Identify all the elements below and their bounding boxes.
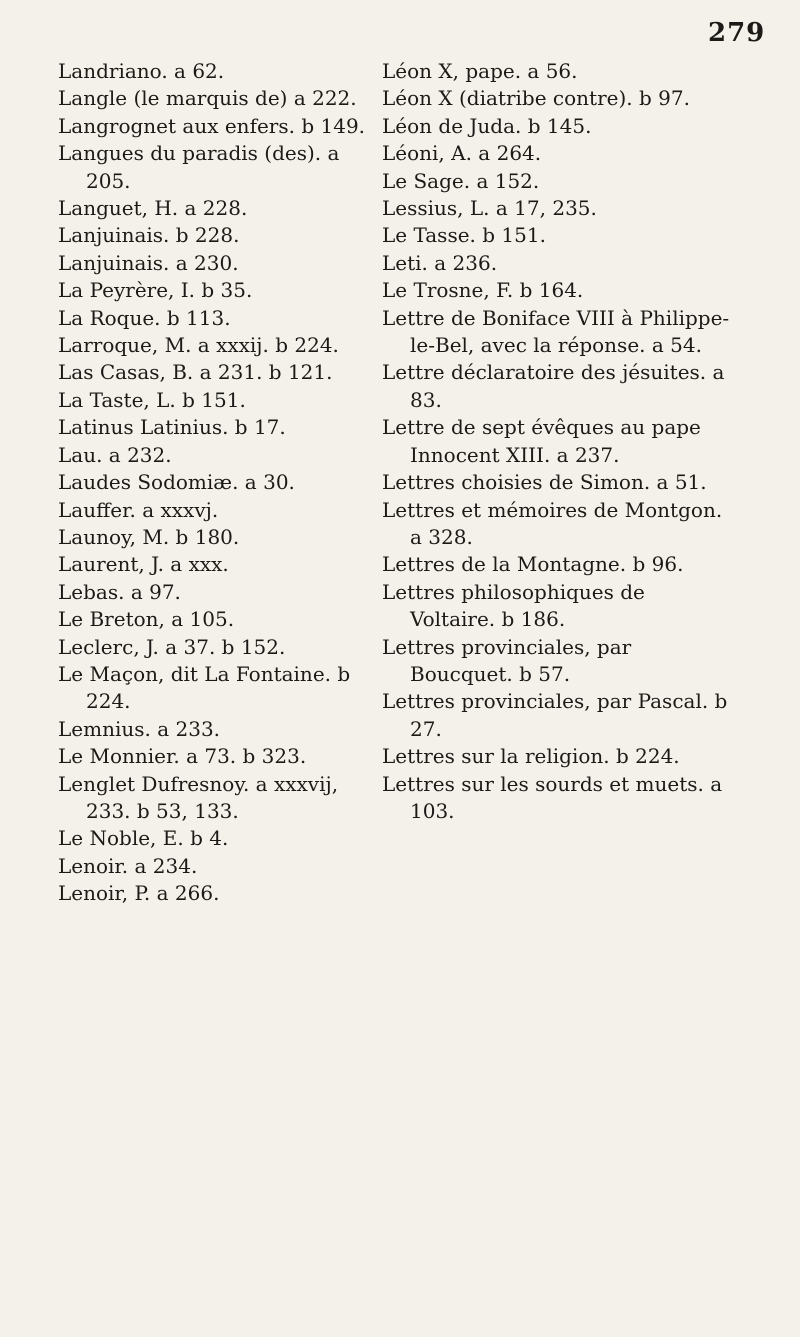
index-entry: Larroque, M. a xxxij. b 224. [58, 333, 339, 358]
index-entry: Lettre de Boniface VIII à Philippe-le-Bel, avec la réponse. a 54. [382, 305, 730, 358]
index-entry: La Roque. b 113. [58, 305, 231, 330]
index-entry: Launoy, M. b 180. [58, 524, 240, 549]
index-entry: Lauffer. a xxxvj. [58, 497, 219, 522]
index-entry: Lemnius. a 233. [58, 716, 221, 741]
index-entry: Las Casas, B. a 231. b 121. [58, 360, 333, 385]
index-entry: Léoni, A. a 264. [382, 141, 542, 166]
index-entry: Leti. a 236. [382, 250, 498, 275]
index-entry: Langrognet aux enfers. b 149. [58, 113, 366, 138]
index-entry: Lenoir. a 234. [58, 853, 198, 878]
index-entry: Lettres provinciales, par Boucquet. b 57. [382, 634, 632, 686]
index-entry: Lettres et mémoires de Montgon. a 328. [382, 497, 723, 549]
index-entry: Latinus Latinius. b 17. [58, 415, 286, 440]
index-entry: Léon X (diatribe contre). b 97. [382, 86, 690, 111]
index-entry: Lettres philosophiques de Voltaire. b 186. [382, 579, 645, 632]
index-entry: Lau. a 232. [58, 442, 172, 467]
index-entry: Le Noble, E. b 4. [58, 826, 229, 851]
index-entry: Lettres choisies de Simon. a 51. [382, 470, 707, 495]
index-entry: Lettres provinciales, par Pascal. b 27. [382, 689, 728, 741]
index-entry: Landriano. a 62. [58, 59, 225, 83]
index-entry: Le Tasse. b 151. [382, 223, 546, 248]
index-entry: Lettres de la Montagne. b 96. [382, 552, 684, 577]
index-entry: Lenglet Dufresnoy. a xxxvij, 233. b 53, 133. [58, 771, 339, 823]
index-entry: Léon de Juda. b 145. [382, 113, 592, 138]
index-entry: La Taste, L. b 151. [58, 387, 246, 412]
index-entry: Langues du paradis (des). a 205. [58, 141, 340, 193]
index-entry: Le Sage. a 152. [382, 168, 540, 193]
index-entry: Lanjuinais. a 230. [58, 250, 239, 275]
index-entry: Lanjuinais. b 228. [58, 223, 240, 248]
index-entry: Leclerc, J. a 37. b 152. [58, 634, 286, 659]
index-entry: Le Monnier. a 73. b 323. [58, 744, 307, 769]
index-entry: Léon X, pape. a 56. [382, 59, 578, 83]
index-entry: Le Breton, a 105. [58, 607, 235, 632]
index-entry: Lenoir, P. a 266. [58, 881, 220, 906]
index-entry: La Peyrère, I. b 35. [58, 278, 253, 303]
index-entry: Le Trosne, F. b 164. [382, 278, 584, 303]
index-entry: Langle (le marquis de) a 222. [58, 86, 357, 111]
index-entry: Laurent, J. a xxx. [58, 552, 229, 577]
index-entry: Le Maçon, dit La Fontaine. b 224. [58, 661, 351, 714]
index-entry: Laudes Sodomiæ. a 30. [58, 470, 295, 495]
index-entry: Lessius, L. a 17, 235. [382, 196, 597, 221]
page-number: 279 [708, 18, 766, 48]
index-entry: Lettres sur les sourds et muets. a 103. [382, 771, 723, 823]
index-entry: Languet, H. a 228. [58, 196, 248, 221]
index-entry: Lettre de sept évêques au pape Innocent XIII. a 237. [382, 415, 701, 467]
index-entry: Lebas. a 97. [58, 579, 181, 604]
index-entry: Lettre déclaratoire des jésuites. a 83. [382, 360, 725, 412]
index-entry: Lettres sur la religion. b 224. [382, 744, 680, 769]
index-column-left [58, 58, 380, 908]
index-column-right [382, 58, 732, 825]
